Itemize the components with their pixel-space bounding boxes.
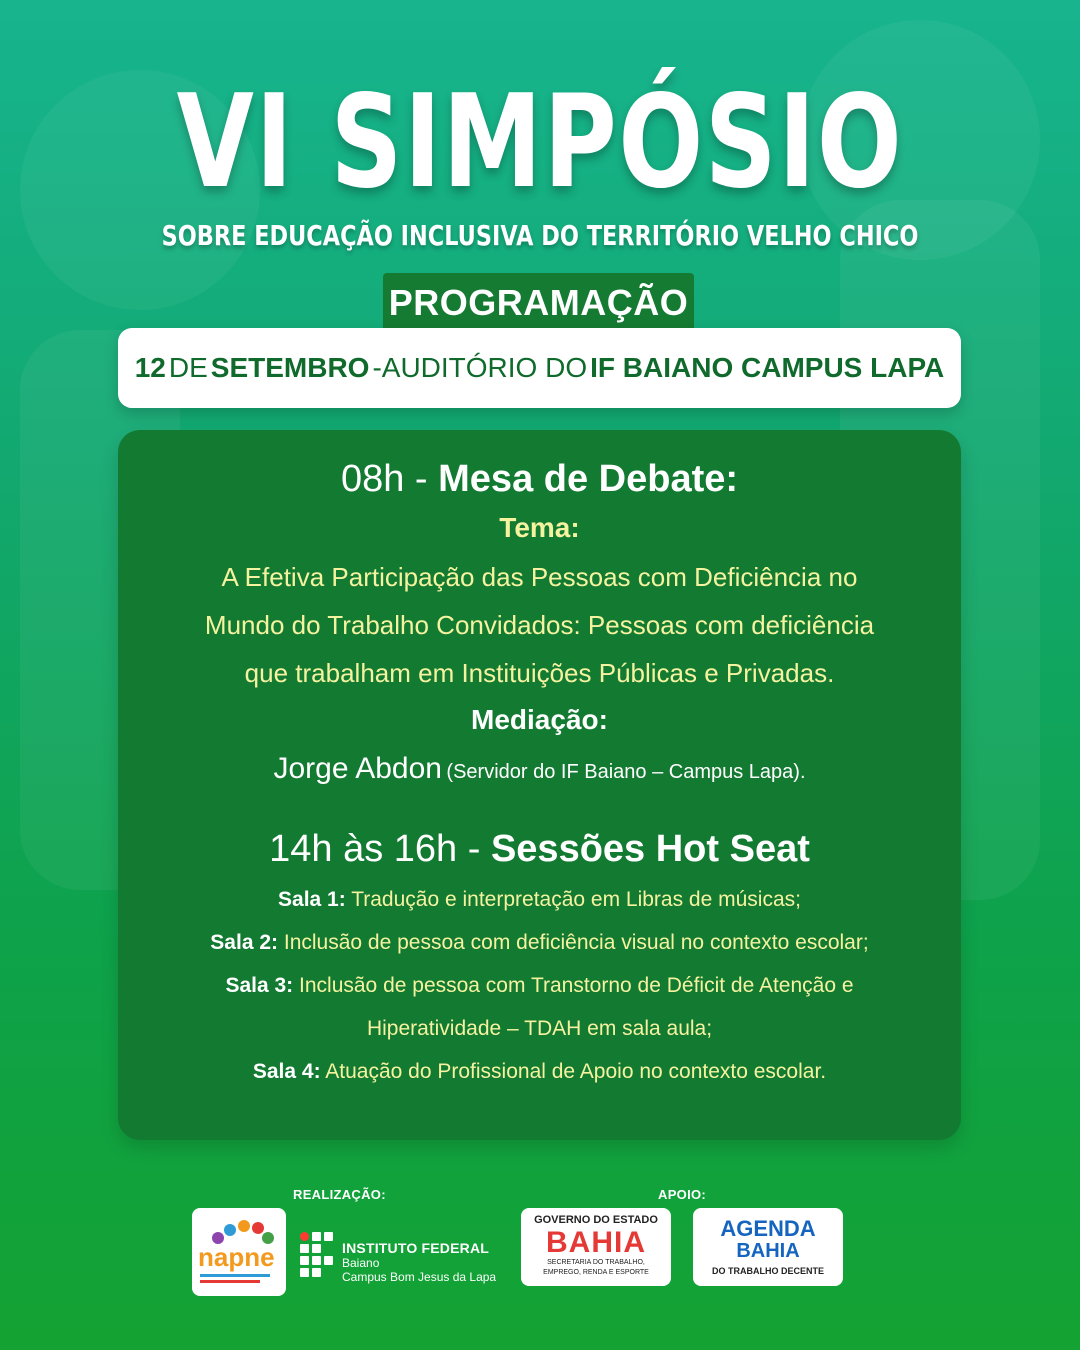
schedule-card	[118, 430, 961, 1140]
room-text: Hiperatividade – TDAH em sala aula;	[366, 1017, 713, 1040]
page-title: VI SIMPÓSIO	[176, 68, 904, 217]
session1-time: 08h -	[340, 458, 428, 500]
tema-label: Tema:	[499, 512, 580, 543]
session1-heading	[118, 458, 961, 501]
gov-top-text: GOVERNO DO ESTADO	[534, 1214, 658, 1226]
napne-logo	[192, 1208, 286, 1296]
gov-sub-text-2: EMPREGO, RENDA E ESPORTE	[543, 1269, 649, 1276]
date-venue-bar	[118, 328, 961, 408]
governo-bahia-logo	[521, 1208, 671, 1286]
room-item	[118, 888, 961, 912]
session1-description-line: que trabalham em Instituições Públicas e Privadas.	[244, 658, 835, 688]
mediator	[118, 752, 961, 786]
agenda-text: AGENDA	[720, 1216, 816, 1241]
session1-description-line: A Efetiva Participação das Pessoas com Deficiência no	[221, 562, 858, 592]
room-item-continuation	[118, 1017, 961, 1041]
room-text: Tradução e interpretação em Libras de músicas;	[351, 888, 801, 911]
if-campus: Campus Bom Jesus da Lapa	[342, 1270, 497, 1284]
room-label: Sala 1:	[278, 888, 346, 911]
instituto-federal-logo	[300, 1232, 500, 1284]
date-month: SETEMBRO	[210, 352, 370, 383]
session2-title: Sessões Hot Seat	[490, 828, 810, 870]
apoio-label: APOIO:	[658, 1187, 707, 1202]
napne-icon	[192, 1208, 286, 1296]
agenda-bahia-text: BAHIA	[736, 1240, 800, 1262]
if-name: INSTITUTO FEDERAL	[342, 1240, 490, 1256]
room-item	[118, 931, 961, 955]
mediator-role: (Servidor do IF Baiano – Campus Lapa).	[446, 761, 806, 783]
mediacao-label: Mediação:	[471, 704, 608, 735]
programacao-badge: PROGRAMAÇÃO	[383, 273, 694, 333]
room-label: Sala 4:	[252, 1060, 321, 1083]
gov-bahia-text: BAHIA	[546, 1226, 646, 1259]
realizacao-label: REALIZAÇÃO:	[293, 1187, 386, 1202]
mediator-name: Jorge Abdon	[273, 752, 442, 785]
if-grid-icon	[300, 1232, 336, 1284]
room-text: Inclusão de pessoa com deficiência visual no contexto escolar;	[283, 931, 869, 954]
napne-wordmark: napne	[198, 1242, 275, 1272]
date-de: DE	[168, 352, 208, 383]
session1-description-line: Mundo do Trabalho Convidados: Pessoas com deficiência	[204, 610, 875, 640]
session1-title: Mesa de Debate:	[438, 458, 739, 500]
agenda-bahia-logo	[693, 1208, 843, 1286]
session2-time: 14h às 16h -	[269, 828, 481, 870]
room-item	[118, 974, 961, 998]
date-separator: -AUDITÓRIO DO	[372, 352, 588, 383]
page-subtitle: SOBRE EDUCAÇÃO INCLUSIVA DO TERRITÓRIO VELHO CHICO	[161, 219, 919, 252]
room-text: Atuação do Profissional de Apoio no contexto escolar.	[325, 1060, 827, 1083]
room-item	[118, 1060, 961, 1084]
date-day: 12	[134, 352, 166, 383]
agenda-sub-text: DO TRABALHO DECENTE	[712, 1266, 824, 1276]
if-branch: Baiano	[342, 1256, 380, 1270]
gov-sub-text-1: SECRETARIA DO TRABALHO,	[547, 1259, 645, 1266]
room-label: Sala 2:	[210, 931, 279, 954]
room-label: Sala 3:	[225, 974, 294, 997]
venue-name: IF BAIANO CAMPUS LAPA	[590, 352, 945, 383]
session2-heading	[118, 828, 961, 871]
room-text: Inclusão de pessoa com Transtorno de Déficit de Atenção e	[299, 974, 854, 997]
